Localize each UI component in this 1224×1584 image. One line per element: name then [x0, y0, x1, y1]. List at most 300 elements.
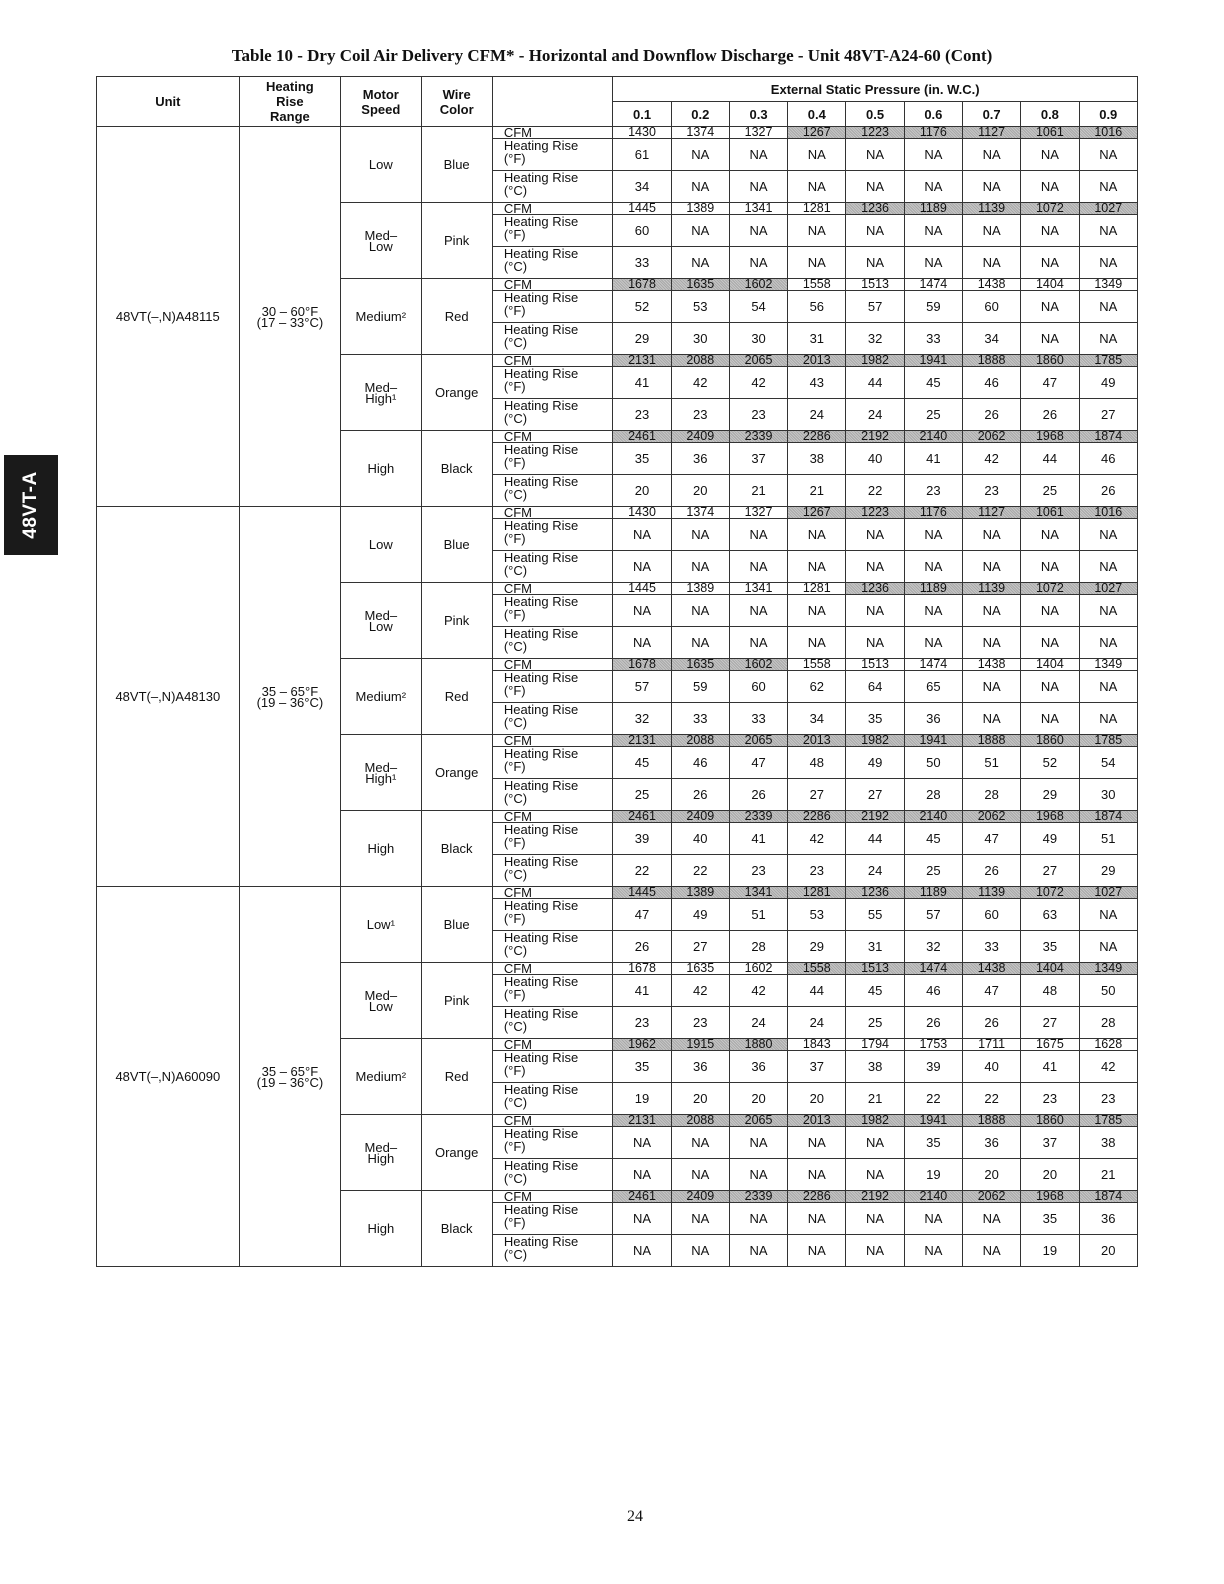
heating-rise-c-label	[492, 627, 613, 659]
cfm-value: 2062	[962, 1191, 1020, 1203]
cfm-value: 1267	[788, 507, 846, 519]
cell-text: (°C)	[503, 1247, 528, 1262]
cfm-value: 2461	[613, 1191, 671, 1203]
cfm-value: 1860	[1021, 735, 1079, 747]
cell-text: (°F)	[503, 683, 526, 698]
rise-range-cell	[239, 507, 340, 887]
heating-rise-c-value: NA	[788, 247, 846, 279]
cfm-value: 1349	[1079, 279, 1137, 291]
heating-rise-c-value: 28	[729, 931, 787, 963]
heating-rise-c-value: NA	[613, 627, 671, 659]
cfm-value: 1139	[962, 203, 1020, 215]
header-pressure: 0.1	[613, 102, 671, 127]
heating-rise-c-label	[492, 171, 613, 203]
heating-rise-f-value: 64	[846, 671, 904, 703]
heating-rise-f-value: 46	[671, 747, 729, 779]
cfm-value: 1016	[1079, 507, 1137, 519]
cfm-value: 1072	[1021, 583, 1079, 595]
heating-rise-f-value: NA	[788, 1127, 846, 1159]
heating-rise-c-value: NA	[788, 627, 846, 659]
heating-rise-f-value: NA	[671, 519, 729, 551]
cfm-value: 1127	[962, 127, 1020, 139]
cell-text: Heating Rise	[503, 246, 579, 261]
heating-rise-c-value: 30	[729, 323, 787, 355]
heating-rise-f-label	[492, 215, 613, 247]
cell-text: High¹	[365, 390, 397, 406]
wire-color-cell: Pink	[421, 203, 492, 279]
cfm-value: 1223	[846, 507, 904, 519]
heating-rise-f-value: NA	[729, 1203, 787, 1235]
header-heating-rise-range: Heating Rise Range	[239, 77, 340, 127]
motor-speed-cell	[341, 659, 421, 735]
cfm-value: 1176	[904, 127, 962, 139]
heating-rise-f-value: 41	[904, 443, 962, 475]
cfm-value: 1888	[962, 735, 1020, 747]
header-pressure: 0.6	[904, 102, 962, 127]
header-pressure: 0.8	[1021, 102, 1079, 127]
cell-text: Med–	[364, 379, 398, 395]
heating-rise-c-value: 26	[613, 931, 671, 963]
cfm-value: 1968	[1021, 431, 1079, 443]
wire-color-cell: Blue	[421, 127, 492, 203]
heating-rise-c-value: 24	[788, 1007, 846, 1039]
cell-text: Medium²	[355, 689, 407, 704]
heating-rise-c-value: NA	[904, 627, 962, 659]
heating-rise-c-value: 23	[613, 399, 671, 431]
heating-rise-f-value: 50	[904, 747, 962, 779]
cell-text: Heating Rise	[503, 214, 579, 229]
heating-rise-f-value: 47	[729, 747, 787, 779]
cfm-value: 2065	[729, 1115, 787, 1127]
cell-text: Heating Rise	[503, 170, 579, 185]
cfm-value: 2140	[904, 811, 962, 823]
cell-text: (19 – 36°C)	[256, 1074, 324, 1090]
cfm-value: 1602	[729, 279, 787, 291]
heating-rise-c-value: 23	[671, 399, 729, 431]
header-pressure: 0.4	[788, 102, 846, 127]
cfm-value: 1941	[904, 355, 962, 367]
heating-rise-c-value: 30	[1079, 779, 1137, 811]
heating-rise-f-value: NA	[904, 1203, 962, 1235]
cfm-value: 1341	[729, 887, 787, 899]
heating-rise-f-value: 51	[962, 747, 1020, 779]
heating-rise-c-value: NA	[962, 703, 1020, 735]
cell-text: (°C)	[503, 335, 528, 350]
heating-rise-f-value: 39	[613, 823, 671, 855]
header-blank	[492, 77, 613, 127]
heating-rise-c-value: 35	[846, 703, 904, 735]
cell-text: Heating Rise	[503, 366, 579, 381]
cell-text: Heating Rise	[503, 822, 579, 837]
cell-text: Med–	[364, 227, 398, 243]
heating-rise-c-value: NA	[729, 1235, 787, 1267]
motor-speed-cell	[341, 1191, 421, 1267]
heating-rise-c-value: 33	[613, 247, 671, 279]
cfm-value: 1753	[904, 1039, 962, 1051]
cfm-value: 1602	[729, 963, 787, 975]
header-pressure: 0.9	[1079, 102, 1137, 127]
wire-color-cell: Orange	[421, 355, 492, 431]
unit-cell	[97, 887, 240, 1267]
heating-rise-c-value: NA	[846, 627, 904, 659]
heating-rise-f-value: NA	[729, 215, 787, 247]
side-tab	[4, 455, 58, 555]
cfm-value: 1982	[846, 355, 904, 367]
heating-rise-c-value: 24	[846, 399, 904, 431]
cfm-value: 1438	[962, 963, 1020, 975]
heating-rise-f-value: 42	[788, 823, 846, 855]
heating-rise-f-value: 56	[788, 291, 846, 323]
cfm-value: 1860	[1021, 355, 1079, 367]
heating-rise-f-value: 57	[613, 671, 671, 703]
motor-speed-cell	[341, 583, 421, 659]
motor-speed-cell	[341, 279, 421, 355]
cell-text: (°F)	[503, 1139, 526, 1154]
cfm-value: 1327	[729, 127, 787, 139]
cfm-value: 1389	[671, 583, 729, 595]
cfm-value: 2461	[613, 811, 671, 823]
cell-text: (°F)	[503, 227, 526, 242]
heating-rise-f-value: 35	[613, 443, 671, 475]
heating-rise-f-value: 50	[1079, 975, 1137, 1007]
cfm-value: 1445	[613, 583, 671, 595]
cell-text: Low¹	[366, 917, 395, 932]
heating-rise-c-value: NA	[729, 627, 787, 659]
cell-text: Heating Rise	[503, 398, 579, 413]
cfm-value: 1513	[846, 279, 904, 291]
cfm-value: 1941	[904, 735, 962, 747]
heating-rise-c-value: 25	[613, 779, 671, 811]
cell-text: High	[367, 841, 395, 856]
heating-rise-f-value: 59	[671, 671, 729, 703]
heating-rise-f-value: NA	[729, 1127, 787, 1159]
cfm-value: 1982	[846, 735, 904, 747]
cell-text: (°F)	[503, 987, 526, 1002]
heating-rise-f-value: 37	[1021, 1127, 1079, 1159]
heating-rise-c-value: 19	[1021, 1235, 1079, 1267]
cell-text: Heating Rise	[503, 778, 579, 793]
heating-rise-c-value: NA	[788, 551, 846, 583]
heating-rise-f-value: NA	[962, 671, 1020, 703]
cell-text: Heating Rise	[503, 442, 579, 457]
cfm-label: CFM	[492, 811, 613, 823]
cfm-value: 1968	[1021, 811, 1079, 823]
cfm-value: 1341	[729, 583, 787, 595]
cfm-value: 1874	[1079, 1191, 1137, 1203]
heating-rise-f-value: NA	[613, 519, 671, 551]
heating-rise-c-value: 27	[788, 779, 846, 811]
cell-text: (°C)	[503, 411, 528, 426]
heating-rise-c-value: 33	[671, 703, 729, 735]
cfm-value: 2131	[613, 735, 671, 747]
cell-text: High	[367, 1221, 395, 1236]
heating-rise-f-value: NA	[788, 519, 846, 551]
cfm-value: 2140	[904, 431, 962, 443]
heating-rise-c-value: NA	[671, 171, 729, 203]
cfm-label: CFM	[492, 279, 613, 291]
cell-text: Heating Rise	[503, 898, 579, 913]
heating-rise-c-value: NA	[788, 1235, 846, 1267]
cfm-value: 1888	[962, 355, 1020, 367]
heating-rise-c-label	[492, 475, 613, 507]
heating-rise-f-value: 46	[1079, 443, 1137, 475]
cell-text: (°F)	[503, 303, 526, 318]
heating-rise-c-value: NA	[671, 247, 729, 279]
cfm-value: 1027	[1079, 583, 1137, 595]
heating-rise-f-value: NA	[962, 519, 1020, 551]
cfm-value: 1474	[904, 963, 962, 975]
cell-text: (°C)	[503, 563, 528, 578]
heating-rise-c-value: NA	[671, 1159, 729, 1191]
cfm-value: 1281	[788, 583, 846, 595]
cell-text: Heating Rise	[503, 138, 579, 153]
heating-rise-f-label	[492, 367, 613, 399]
heating-rise-f-value: 59	[904, 291, 962, 323]
header-pressure: 0.2	[671, 102, 729, 127]
wire-color-cell: Pink	[421, 583, 492, 659]
cfm-value: 2088	[671, 1115, 729, 1127]
cell-text: (°C)	[503, 1171, 528, 1186]
cell-text: (°C)	[503, 791, 528, 806]
heating-rise-f-value: 41	[1021, 1051, 1079, 1083]
heating-rise-c-value: NA	[1079, 931, 1137, 963]
heating-rise-c-value: 23	[904, 475, 962, 507]
wire-color-cell: Red	[421, 1039, 492, 1115]
cell-text: Heating Rise	[503, 974, 579, 989]
heating-rise-f-label	[492, 671, 613, 703]
heating-rise-f-value: NA	[904, 215, 962, 247]
heating-rise-c-value: 22	[613, 855, 671, 887]
heating-rise-c-value: 28	[1079, 1007, 1137, 1039]
heating-rise-c-label	[492, 1235, 613, 1267]
heating-rise-c-value: 20	[788, 1083, 846, 1115]
heating-rise-c-value: NA	[1079, 627, 1137, 659]
heating-rise-c-value: 22	[846, 475, 904, 507]
heating-rise-c-value: NA	[1079, 171, 1137, 203]
heating-rise-c-label	[492, 399, 613, 431]
cell-text: Med–	[364, 607, 398, 623]
header-pressure: 0.7	[962, 102, 1020, 127]
cfm-value: 1374	[671, 127, 729, 139]
heating-rise-c-value: NA	[962, 247, 1020, 279]
cell-text: 48VT(–,N)A48115	[115, 309, 220, 324]
heating-rise-f-value: 62	[788, 671, 846, 703]
heating-rise-c-value: 21	[846, 1083, 904, 1115]
cfm-value: 1127	[962, 507, 1020, 519]
wire-color-cell: Pink	[421, 963, 492, 1039]
heating-rise-c-value: 23	[1021, 1083, 1079, 1115]
cfm-value: 2339	[729, 431, 787, 443]
table-row	[97, 887, 1138, 899]
heating-rise-f-value: 45	[613, 747, 671, 779]
cfm-value: 1843	[788, 1039, 846, 1051]
heating-rise-f-value: NA	[1021, 519, 1079, 551]
heating-rise-c-value: 20	[671, 1083, 729, 1115]
heating-rise-c-label	[492, 247, 613, 279]
heating-rise-f-value: 42	[729, 367, 787, 399]
cfm-value: 2286	[788, 811, 846, 823]
heating-rise-f-value: NA	[1079, 899, 1137, 931]
cell-text: Heating Rise	[503, 322, 579, 337]
heating-rise-c-value: 30	[671, 323, 729, 355]
cfm-value: 1445	[613, 887, 671, 899]
heating-rise-f-value: NA	[846, 1127, 904, 1159]
heating-rise-f-value: 38	[788, 443, 846, 475]
cfm-value: 1711	[962, 1039, 1020, 1051]
heating-rise-f-value: 41	[613, 975, 671, 1007]
heating-rise-c-value: 23	[788, 855, 846, 887]
cfm-value: 1189	[904, 583, 962, 595]
heating-rise-f-value: NA	[1079, 139, 1137, 171]
heating-rise-c-value: 35	[1021, 931, 1079, 963]
motor-speed-cell	[341, 1115, 421, 1191]
heating-rise-f-value: NA	[671, 595, 729, 627]
cfm-value: 2286	[788, 1191, 846, 1203]
cell-text: Heating Rise	[503, 1082, 579, 1097]
heating-rise-c-value: 29	[1079, 855, 1137, 887]
heating-rise-f-value: 40	[962, 1051, 1020, 1083]
rise-range-cell	[239, 127, 340, 507]
cell-text: 48VT(–,N)A48130	[115, 689, 221, 704]
heating-rise-c-value: 29	[788, 931, 846, 963]
heating-rise-c-value: NA	[1079, 323, 1137, 355]
heating-rise-f-value: 36	[671, 1051, 729, 1083]
cfm-value: 1349	[1079, 659, 1137, 671]
cfm-value: 1072	[1021, 203, 1079, 215]
cfm-value: 2062	[962, 811, 1020, 823]
wire-color-cell: Red	[421, 279, 492, 355]
heating-rise-f-value: NA	[846, 595, 904, 627]
header-pressure: 0.5	[846, 102, 904, 127]
cell-text: Med–	[364, 987, 398, 1003]
cell-text: (°F)	[503, 607, 526, 622]
heating-rise-c-value: 26	[1021, 399, 1079, 431]
heating-rise-f-value: 42	[671, 367, 729, 399]
cell-text: Heating Rise	[503, 930, 579, 945]
cell-text: Low	[368, 238, 393, 254]
heating-rise-f-value: 40	[846, 443, 904, 475]
motor-speed-cell	[341, 963, 421, 1039]
cfm-value: 1874	[1079, 431, 1137, 443]
cell-text: (°F)	[503, 151, 526, 166]
heating-rise-c-value: 25	[904, 855, 962, 887]
motor-speed-cell	[341, 203, 421, 279]
heating-rise-f-value: 44	[788, 975, 846, 1007]
cfm-value: 1027	[1079, 887, 1137, 899]
unit-cell	[97, 507, 240, 887]
cell-text: (°F)	[503, 1215, 526, 1230]
heating-rise-c-value: 23	[613, 1007, 671, 1039]
heating-rise-c-value: 31	[788, 323, 846, 355]
heating-rise-c-value: 25	[1021, 475, 1079, 507]
cell-text: Heating Rise	[503, 594, 579, 609]
cell-text: Heating Rise	[503, 854, 579, 869]
heating-rise-f-value: NA	[962, 139, 1020, 171]
heating-rise-c-value: NA	[904, 247, 962, 279]
cfm-label: CFM	[492, 203, 613, 215]
heating-rise-c-value: NA	[729, 247, 787, 279]
heating-rise-f-value: NA	[671, 1127, 729, 1159]
cfm-value: 1016	[1079, 127, 1137, 139]
heating-rise-c-value: 19	[613, 1083, 671, 1115]
heating-rise-f-label	[492, 443, 613, 475]
cell-text: Heating Rise	[503, 626, 579, 641]
heating-rise-f-value: 38	[846, 1051, 904, 1083]
cfm-value: 1962	[613, 1039, 671, 1051]
cell-text: Heating Rise	[503, 746, 579, 761]
cell-text: 48VT(–,N)A60090	[115, 1069, 221, 1084]
heating-rise-c-value: 20	[729, 1083, 787, 1115]
cfm-value: 1139	[962, 583, 1020, 595]
heating-rise-f-value: NA	[1079, 215, 1137, 247]
heating-rise-f-value: 44	[1021, 443, 1079, 475]
heating-rise-f-value: NA	[1079, 519, 1137, 551]
heating-rise-c-value: 23	[1079, 1083, 1137, 1115]
heating-rise-f-value: NA	[613, 595, 671, 627]
heating-rise-f-value: 49	[846, 747, 904, 779]
heating-rise-c-value: NA	[904, 551, 962, 583]
cfm-value: 1941	[904, 1115, 962, 1127]
cfm-value: 2409	[671, 1191, 729, 1203]
cfm-value: 1341	[729, 203, 787, 215]
cfm-value: 1281	[788, 887, 846, 899]
heating-rise-c-value: 20	[1021, 1159, 1079, 1191]
heating-rise-f-value: 46	[962, 367, 1020, 399]
table-row	[97, 507, 1138, 519]
heating-rise-c-value: 28	[962, 779, 1020, 811]
cfm-label: CFM	[492, 1191, 613, 1203]
heating-rise-f-value: 42	[962, 443, 1020, 475]
heating-rise-c-value: 33	[962, 931, 1020, 963]
heating-rise-c-label	[492, 323, 613, 355]
wire-color-cell: Blue	[421, 887, 492, 963]
heating-rise-f-value: NA	[788, 595, 846, 627]
cfm-value: 1635	[671, 659, 729, 671]
rise-range-cell	[239, 887, 340, 1267]
cell-text: (17 – 33°C)	[256, 314, 324, 330]
heating-rise-f-label	[492, 595, 613, 627]
cell-text: Med–	[364, 1139, 398, 1155]
heating-rise-c-value: 27	[671, 931, 729, 963]
cfm-value: 2339	[729, 811, 787, 823]
heating-rise-f-label	[492, 291, 613, 323]
cfm-value: 1785	[1079, 1115, 1137, 1127]
cell-text: Med–	[364, 759, 398, 775]
heating-rise-c-value: 36	[904, 703, 962, 735]
wire-color-cell: Red	[421, 659, 492, 735]
heating-rise-f-label	[492, 747, 613, 779]
heating-rise-c-value: 26	[962, 399, 1020, 431]
heating-rise-f-value: 60	[613, 215, 671, 247]
cfm-label: CFM	[492, 507, 613, 519]
cfm-value: 1678	[613, 279, 671, 291]
heating-rise-f-value: NA	[788, 139, 846, 171]
cfm-label: CFM	[492, 1115, 613, 1127]
cfm-value: 1430	[613, 127, 671, 139]
heating-rise-f-value: 38	[1079, 1127, 1137, 1159]
cfm-value: 2409	[671, 811, 729, 823]
heating-rise-c-value: NA	[1021, 247, 1079, 279]
motor-speed-cell	[341, 735, 421, 811]
heating-rise-c-value: 26	[729, 779, 787, 811]
heating-rise-f-label	[492, 519, 613, 551]
heating-rise-c-value: 27	[1021, 1007, 1079, 1039]
heating-rise-c-value: NA	[729, 1159, 787, 1191]
cell-text: Heating Rise	[503, 1126, 579, 1141]
cell-text: 30 – 60°F	[261, 303, 319, 319]
cfm-value: 2065	[729, 355, 787, 367]
cfm-value: 1513	[846, 659, 904, 671]
